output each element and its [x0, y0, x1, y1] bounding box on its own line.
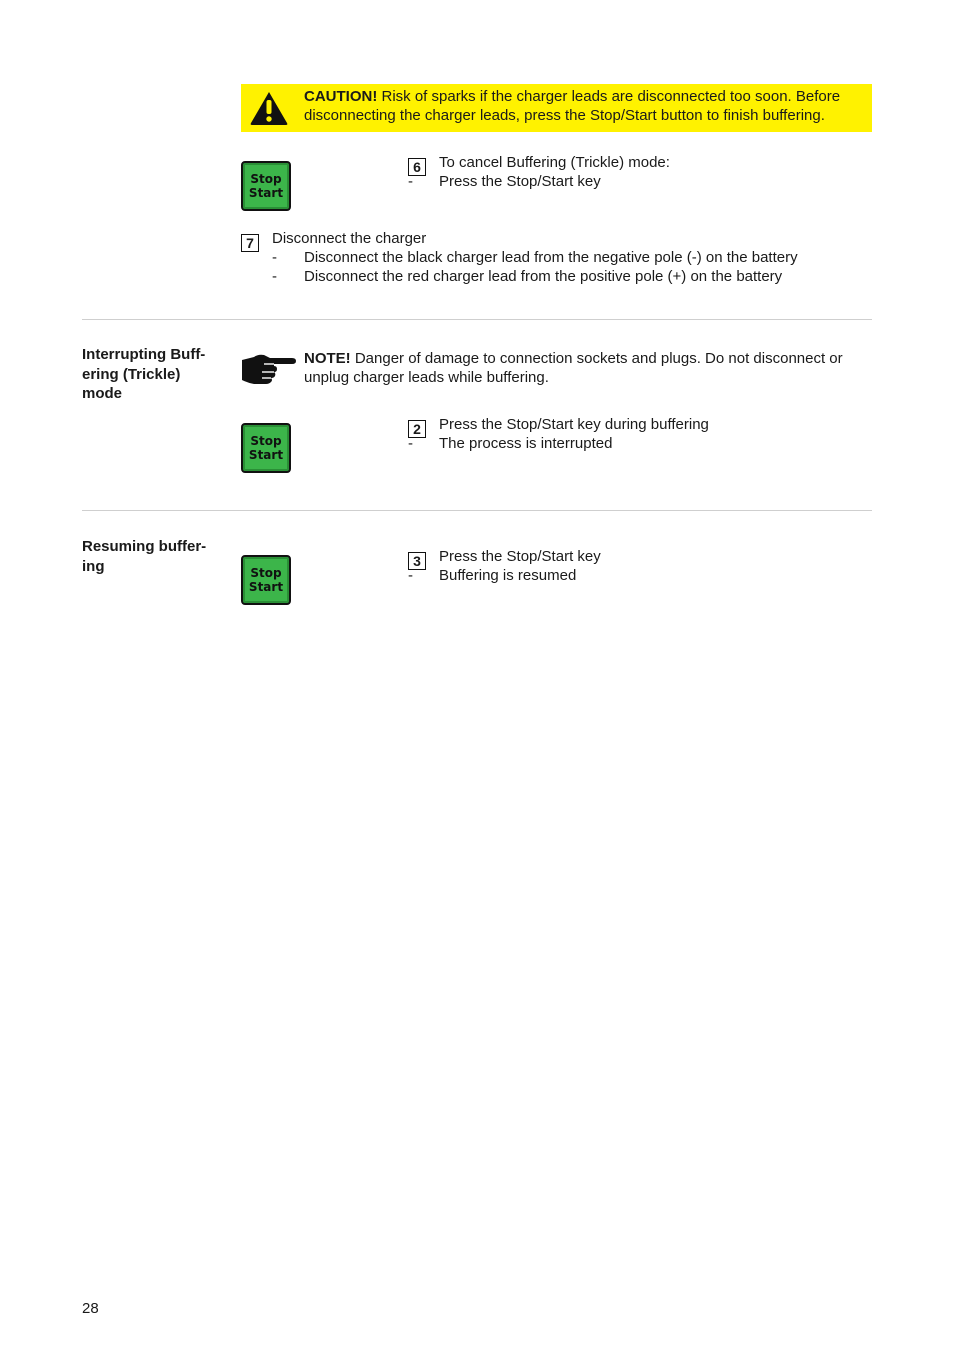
dash: - — [408, 567, 413, 584]
step-number: 6 — [408, 158, 426, 176]
step-text: Press the Stop/Start key during buffering — [439, 416, 709, 433]
stop-start-key-icon — [241, 555, 291, 605]
step-subtext: Disconnect the red charger lead from the positive pole (+) on the battery — [304, 268, 783, 285]
dash: - — [408, 173, 413, 190]
step-subtext: Buffering is resumed — [439, 567, 577, 584]
key-stop-label: Stop — [250, 566, 282, 580]
pointing-hand-icon — [240, 352, 297, 386]
step-number: 3 — [408, 552, 426, 570]
key-start-label: Start — [248, 580, 284, 594]
heading-line: Resuming buffer- — [82, 538, 207, 555]
key-start-label: Start — [248, 448, 284, 462]
caution-body: Risk of sparks if the charger leads are disconnected too soon. Before disconnecting the charger leads, press the Stop/Start button to finish buffering. — [304, 88, 841, 124]
step-subtext: Disconnect the black charger lead from the negative pole (-) on the battery — [304, 249, 798, 266]
step-text: Disconnect the charger — [272, 230, 427, 247]
heading-line: ing — [82, 557, 105, 575]
step-text: To cancel Buffering (Trickle) mode: — [439, 154, 670, 171]
caution-box — [241, 84, 872, 132]
section-divider — [82, 510, 872, 511]
stop-start-key-icon — [241, 423, 291, 473]
dash: - — [272, 268, 277, 285]
section-divider — [82, 319, 872, 320]
key-stop-label: Stop — [250, 172, 282, 186]
key-stop-label: Stop — [250, 434, 282, 448]
note-label: NOTE! — [304, 350, 351, 367]
heading-line: mode — [82, 385, 123, 402]
caution-label: CAUTION! — [304, 88, 378, 105]
step-subtext: Press the Stop/Start key — [439, 173, 601, 190]
section-heading-interrupting — [82, 345, 222, 404]
dash: - — [408, 435, 413, 452]
section-heading-resuming — [82, 537, 222, 576]
caution-text — [304, 87, 870, 125]
key-start-label: Start — [248, 186, 284, 200]
page-number: 28 — [82, 1300, 99, 1317]
dash: - — [272, 249, 277, 266]
step-number: 7 — [241, 234, 259, 252]
stop-start-key-icon — [241, 161, 291, 211]
warning-triangle-icon — [249, 90, 289, 126]
note-body: Danger of damage to connection sockets and plugs. Do not disconnect or unplug charger leads while buffering. — [304, 350, 843, 386]
step-number: 2 — [408, 420, 426, 438]
step-subtext: The process is interrupted — [439, 435, 613, 452]
heading-line: ering (Trickle) — [82, 365, 181, 383]
step-text: Press the Stop/Start key — [439, 548, 601, 565]
heading-line: Interrupting Buff- — [82, 346, 206, 363]
note-text — [304, 349, 872, 387]
